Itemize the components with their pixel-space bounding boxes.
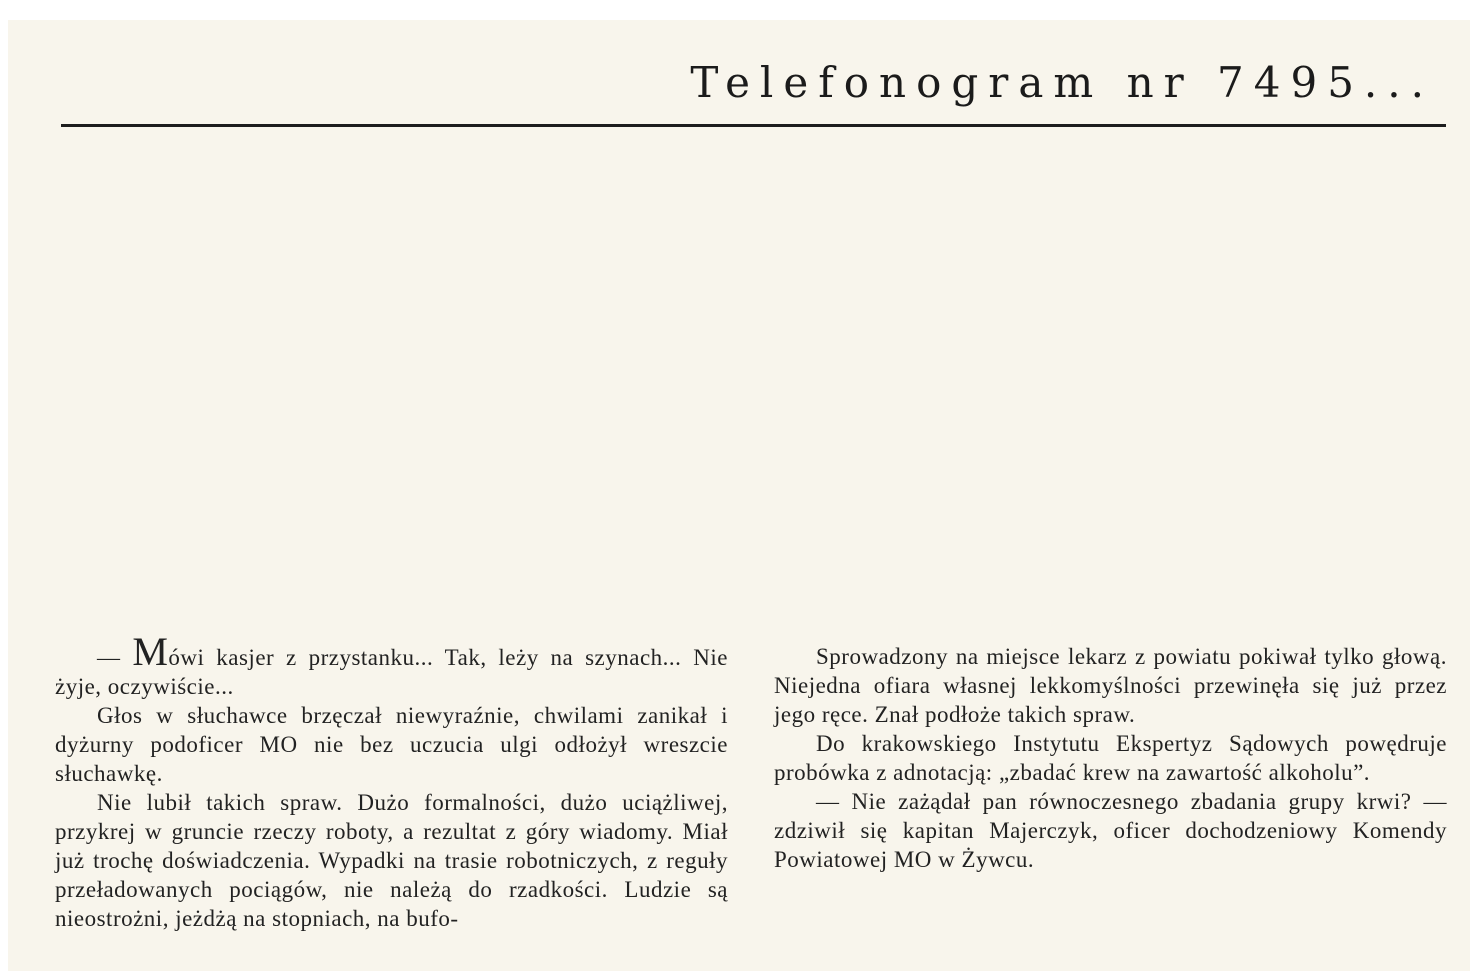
paragraph: — Nie zażądał pan równoczesnego zbadania grupy krwi? — zdziwił się kapitan Majerczyk, oficer dochodzeniowy Komendy Powiatowej MO w Żywcu.: [774, 789, 1447, 872]
left-column: [55, 629, 728, 933]
opening-dash: —: [97, 645, 121, 670]
paragraph: [55, 629, 728, 701]
title-rule: [61, 124, 1446, 127]
page-title: Telefonogram nr 7495...: [690, 58, 1434, 107]
drop-cap: M: [132, 629, 169, 674]
paragraph: Do krakowskiego Instytutu Ekspertyz Sądowych powędruje probówka z adnotacją: „zbadać krew na zawartość alkoholu”.: [774, 731, 1447, 785]
paragraph: Głos w słuchawce brzęczał niewyraźnie, chwilami zanikał i dyżurny podoficer MO nie bez uczucia ulgi odłożył wreszcie słuchawkę.: [55, 703, 728, 786]
right-column: [774, 642, 1447, 874]
paragraph: Sprowadzony na miejsce lekarz z powiatu pokiwał tylko głową. Niejedna ofiara własnej lekkomyślności przewinęła się już przez jego ręce. Znał podłoże takich spraw.: [774, 644, 1447, 727]
paragraph: Nie lubił takich spraw. Dużo formalności, dużo uciążliwej, przykrej w gruncie rzeczy roboty, a rezultat z góry wiadomy. Miał już trochę doświadczenia. Wypadki na trasie robotniczych, z reguły przeładowanych pociągów, nie należą do rzadkości. Ludzie są nieostrożni, jeżdżą na stopniach, na bufo-: [55, 790, 728, 931]
paragraph-text: ówi kasjer z przystanku... Tak, leży na szynach... Nie żyje, oczywiście...: [55, 645, 728, 699]
scanned-page: [8, 20, 1470, 971]
